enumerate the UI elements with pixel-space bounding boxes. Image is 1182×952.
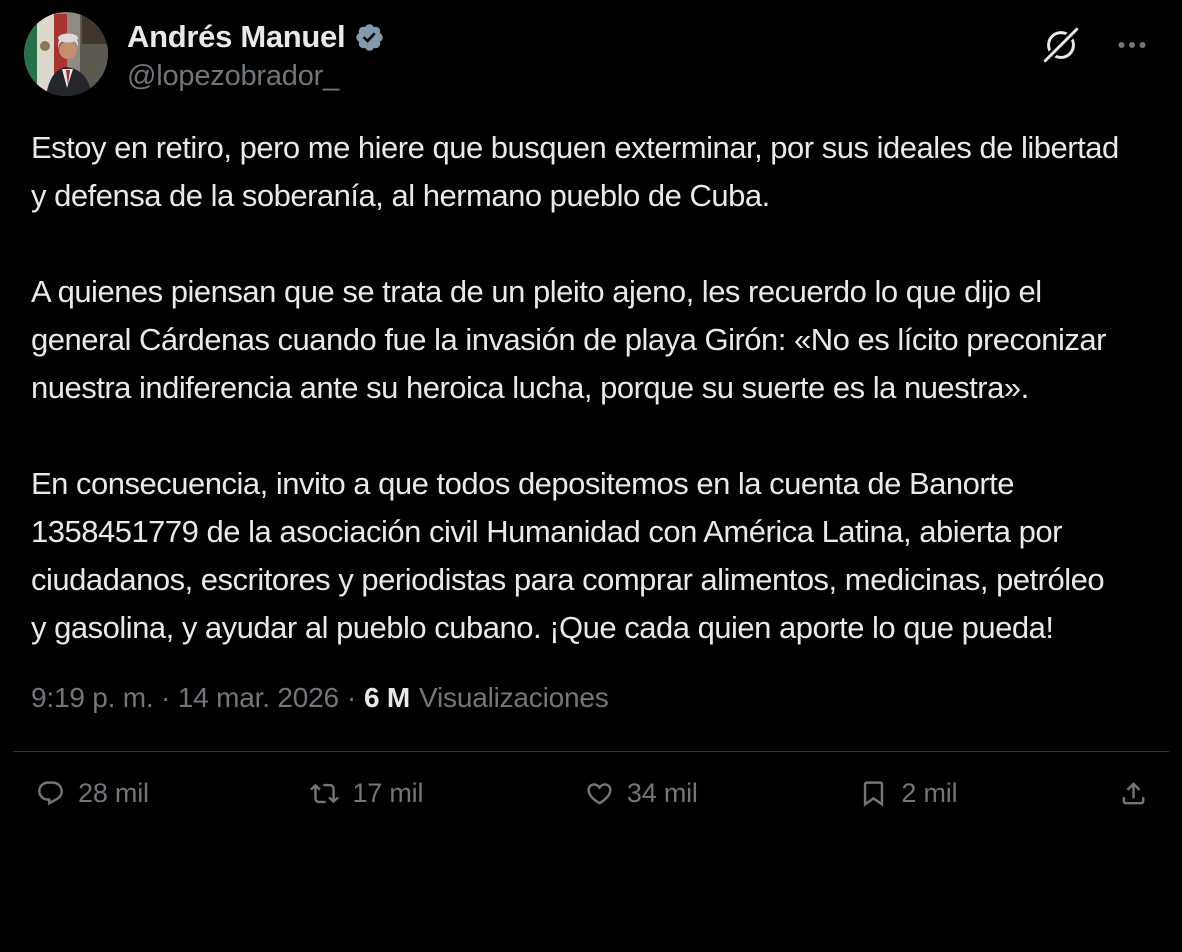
avatar-image [24, 12, 108, 96]
tweet-header [24, 12, 1152, 96]
user-identity [127, 12, 385, 93]
repost-count: 17 mil [352, 778, 424, 808]
timestamp-row [31, 682, 1152, 714]
tweet-paragraph-1: Estoy en retiro, pero me hiere que busquen exterminar, por sus ideales de libertad y defensa de la soberanía, al hermano pueblo de Cuba. [31, 130, 1119, 213]
bookmark-count: 2 mil [901, 778, 958, 808]
header-actions [1040, 12, 1152, 66]
reply-icon [36, 779, 65, 808]
views-label: Visualizaciones [419, 682, 609, 713]
repost-icon [310, 779, 339, 808]
name-row [127, 19, 385, 55]
like-button[interactable] [585, 778, 698, 809]
grok-icon[interactable] [1040, 24, 1082, 66]
tweet-text [31, 124, 1123, 652]
action-bar [24, 752, 1152, 809]
display-name[interactable]: Andrés Manuel [127, 19, 346, 54]
bookmark-icon [859, 779, 888, 808]
verified-badge-icon [354, 22, 385, 53]
reply-button[interactable] [36, 778, 149, 809]
more-menu-icon[interactable] [1114, 27, 1150, 63]
tweet-paragraph-3: En consecuencia, invito a que todos depositemos en la cuenta de Banorte 1358451779 de la asociación civil Humanidad con América Latina, abierta por ciudadanos, escritores y periodistas para comprar alimentos, medicinas, petróleo y gasolina, y ayudar al pueblo cubano. ¡Que cada quien aporte lo que pueda! [31, 466, 1105, 645]
user-handle[interactable]: @lopezobrador_ [127, 60, 340, 92]
reply-count: 28 mil [78, 778, 149, 808]
heart-icon [585, 779, 614, 808]
like-count: 34 mil [626, 778, 698, 808]
share-button[interactable] [1119, 779, 1148, 808]
repost-button[interactable] [310, 778, 423, 809]
share-icon [1119, 779, 1148, 808]
meta-separator: · [346, 682, 356, 713]
avatar[interactable] [24, 12, 108, 96]
views-count: 6 M [363, 682, 411, 713]
bookmark-button[interactable] [859, 778, 957, 809]
timestamp: 9:19 p. m. · 14 mar. 2026 [31, 682, 339, 713]
tweet-paragraph-2: A quienes piensan que se trata de un pleito ajeno, les recuerdo lo que dijo el general Cárdenas cuando fue la invasión de playa Girón: «No es lícito preconizar nuestra indiferencia ante su heroica lucha, porque su suerte es la nuestra». [31, 274, 1106, 405]
